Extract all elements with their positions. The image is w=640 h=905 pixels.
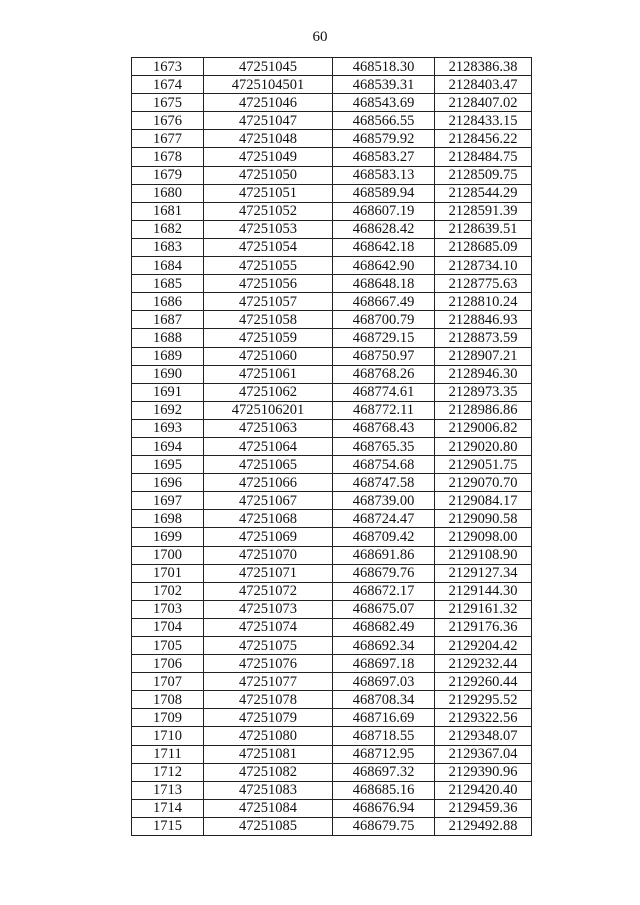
point-number-cell: 1686 bbox=[132, 293, 204, 311]
point-number-cell: 1692 bbox=[132, 401, 204, 419]
x-coordinate-cell: 468672.17 bbox=[333, 582, 435, 600]
y-coordinate-cell: 2128873.59 bbox=[435, 329, 532, 347]
point-number-cell: 1679 bbox=[132, 166, 204, 184]
point-id-cell: 47251056 bbox=[204, 275, 333, 293]
x-coordinate-cell: 468747.58 bbox=[333, 474, 435, 492]
point-number-cell: 1715 bbox=[132, 817, 204, 835]
point-id-cell: 47251077 bbox=[204, 673, 333, 691]
y-coordinate-cell: 2128484.75 bbox=[435, 148, 532, 166]
y-coordinate-cell: 2128946.30 bbox=[435, 365, 532, 383]
point-number-cell: 1682 bbox=[132, 220, 204, 238]
y-coordinate-cell: 2129232.44 bbox=[435, 655, 532, 673]
y-coordinate-cell: 2129084.17 bbox=[435, 492, 532, 510]
y-coordinate-cell: 2129020.80 bbox=[435, 437, 532, 455]
table-row bbox=[132, 528, 532, 546]
y-coordinate-cell: 2129295.52 bbox=[435, 691, 532, 709]
point-id-cell: 47251084 bbox=[204, 799, 333, 817]
y-coordinate-cell: 2129098.00 bbox=[435, 528, 532, 546]
point-id-cell: 47251048 bbox=[204, 130, 333, 148]
table-row bbox=[132, 238, 532, 256]
y-coordinate-cell: 2128403.47 bbox=[435, 76, 532, 94]
x-coordinate-cell: 468589.94 bbox=[333, 184, 435, 202]
point-id-cell: 47251067 bbox=[204, 492, 333, 510]
point-number-cell: 1707 bbox=[132, 673, 204, 691]
point-number-cell: 1673 bbox=[132, 58, 204, 76]
table-row bbox=[132, 618, 532, 636]
x-coordinate-cell: 468539.31 bbox=[333, 76, 435, 94]
point-id-cell: 47251072 bbox=[204, 582, 333, 600]
table-row bbox=[132, 437, 532, 455]
point-number-cell: 1703 bbox=[132, 600, 204, 618]
point-number-cell: 1687 bbox=[132, 311, 204, 329]
point-id-cell: 47251055 bbox=[204, 257, 333, 275]
y-coordinate-cell: 2129108.90 bbox=[435, 546, 532, 564]
x-coordinate-cell: 468718.55 bbox=[333, 727, 435, 745]
point-number-cell: 1698 bbox=[132, 510, 204, 528]
point-number-cell: 1701 bbox=[132, 564, 204, 582]
y-coordinate-cell: 2129090.58 bbox=[435, 510, 532, 528]
y-coordinate-cell: 2129051.75 bbox=[435, 456, 532, 474]
table-row bbox=[132, 673, 532, 691]
y-coordinate-cell: 2129492.88 bbox=[435, 817, 532, 835]
point-id-cell: 47251073 bbox=[204, 600, 333, 618]
y-coordinate-cell: 2128775.63 bbox=[435, 275, 532, 293]
point-number-cell: 1676 bbox=[132, 112, 204, 130]
y-coordinate-cell: 2129322.56 bbox=[435, 709, 532, 727]
y-coordinate-cell: 2128456.22 bbox=[435, 130, 532, 148]
x-coordinate-cell: 468768.43 bbox=[333, 419, 435, 437]
point-number-cell: 1695 bbox=[132, 456, 204, 474]
x-coordinate-cell: 468774.61 bbox=[333, 383, 435, 401]
table-row bbox=[132, 564, 532, 582]
y-coordinate-cell: 2129176.36 bbox=[435, 618, 532, 636]
point-id-cell: 47251064 bbox=[204, 437, 333, 455]
point-id-cell: 47251050 bbox=[204, 166, 333, 184]
x-coordinate-cell: 468750.97 bbox=[333, 347, 435, 365]
y-coordinate-cell: 2128407.02 bbox=[435, 94, 532, 112]
y-coordinate-cell: 2128973.35 bbox=[435, 383, 532, 401]
point-id-cell: 47251071 bbox=[204, 564, 333, 582]
x-coordinate-cell: 468754.68 bbox=[333, 456, 435, 474]
x-coordinate-cell: 468518.30 bbox=[333, 58, 435, 76]
table-row bbox=[132, 383, 532, 401]
x-coordinate-cell: 468772.11 bbox=[333, 401, 435, 419]
point-number-cell: 1709 bbox=[132, 709, 204, 727]
point-number-cell: 1706 bbox=[132, 655, 204, 673]
x-coordinate-cell: 468642.90 bbox=[333, 257, 435, 275]
y-coordinate-cell: 2129390.96 bbox=[435, 763, 532, 781]
point-id-cell: 47251080 bbox=[204, 727, 333, 745]
y-coordinate-cell: 2128433.15 bbox=[435, 112, 532, 130]
table-row bbox=[132, 655, 532, 673]
point-id-cell: 47251049 bbox=[204, 148, 333, 166]
point-number-cell: 1688 bbox=[132, 329, 204, 347]
point-number-cell: 1705 bbox=[132, 637, 204, 655]
table-row bbox=[132, 817, 532, 835]
y-coordinate-cell: 2129367.04 bbox=[435, 745, 532, 763]
table-row bbox=[132, 166, 532, 184]
x-coordinate-cell: 468691.86 bbox=[333, 546, 435, 564]
table-row bbox=[132, 347, 532, 365]
x-coordinate-cell: 468709.42 bbox=[333, 528, 435, 546]
table-row bbox=[132, 148, 532, 166]
table-row bbox=[132, 329, 532, 347]
point-number-cell: 1689 bbox=[132, 347, 204, 365]
y-coordinate-cell: 2128685.09 bbox=[435, 238, 532, 256]
table-row bbox=[132, 492, 532, 510]
point-id-cell: 47251062 bbox=[204, 383, 333, 401]
x-coordinate-cell: 468697.03 bbox=[333, 673, 435, 691]
x-coordinate-cell: 468729.15 bbox=[333, 329, 435, 347]
y-coordinate-cell: 2129144.30 bbox=[435, 582, 532, 600]
point-number-cell: 1685 bbox=[132, 275, 204, 293]
x-coordinate-cell: 468667.49 bbox=[333, 293, 435, 311]
point-number-cell: 1697 bbox=[132, 492, 204, 510]
x-coordinate-cell: 468679.76 bbox=[333, 564, 435, 582]
table-row bbox=[132, 220, 532, 238]
point-id-cell: 47251081 bbox=[204, 745, 333, 763]
point-id-cell: 47251066 bbox=[204, 474, 333, 492]
point-number-cell: 1699 bbox=[132, 528, 204, 546]
table-row bbox=[132, 745, 532, 763]
point-id-cell: 47251058 bbox=[204, 311, 333, 329]
table-row bbox=[132, 582, 532, 600]
x-coordinate-cell: 468712.95 bbox=[333, 745, 435, 763]
point-number-cell: 1690 bbox=[132, 365, 204, 383]
point-id-cell: 47251070 bbox=[204, 546, 333, 564]
point-number-cell: 1708 bbox=[132, 691, 204, 709]
x-coordinate-cell: 468768.26 bbox=[333, 365, 435, 383]
point-number-cell: 1693 bbox=[132, 419, 204, 437]
point-id-cell: 47251065 bbox=[204, 456, 333, 474]
table-row bbox=[132, 293, 532, 311]
point-id-cell: 47251052 bbox=[204, 202, 333, 220]
point-id-cell: 47251053 bbox=[204, 220, 333, 238]
point-number-cell: 1694 bbox=[132, 437, 204, 455]
x-coordinate-cell: 468716.69 bbox=[333, 709, 435, 727]
point-id-cell: 47251047 bbox=[204, 112, 333, 130]
point-number-cell: 1714 bbox=[132, 799, 204, 817]
table-row bbox=[132, 510, 532, 528]
point-number-cell: 1713 bbox=[132, 781, 204, 799]
point-number-cell: 1675 bbox=[132, 94, 204, 112]
table-row bbox=[132, 130, 532, 148]
y-coordinate-cell: 2128734.10 bbox=[435, 257, 532, 275]
point-number-cell: 1704 bbox=[132, 618, 204, 636]
point-number-cell: 1683 bbox=[132, 238, 204, 256]
x-coordinate-cell: 468607.19 bbox=[333, 202, 435, 220]
y-coordinate-cell: 2128810.24 bbox=[435, 293, 532, 311]
x-coordinate-cell: 468682.49 bbox=[333, 618, 435, 636]
point-id-cell: 47251083 bbox=[204, 781, 333, 799]
y-coordinate-cell: 2128907.21 bbox=[435, 347, 532, 365]
point-id-cell: 4725104501 bbox=[204, 76, 333, 94]
point-id-cell: 47251045 bbox=[204, 58, 333, 76]
y-coordinate-cell: 2128591.39 bbox=[435, 202, 532, 220]
point-number-cell: 1712 bbox=[132, 763, 204, 781]
point-id-cell: 47251069 bbox=[204, 528, 333, 546]
x-coordinate-cell: 468566.55 bbox=[333, 112, 435, 130]
y-coordinate-cell: 2128509.75 bbox=[435, 166, 532, 184]
table-row bbox=[132, 58, 532, 76]
x-coordinate-cell: 468676.94 bbox=[333, 799, 435, 817]
table-row bbox=[132, 637, 532, 655]
point-number-cell: 1684 bbox=[132, 257, 204, 275]
table-row bbox=[132, 474, 532, 492]
x-coordinate-cell: 468648.18 bbox=[333, 275, 435, 293]
table-row bbox=[132, 691, 532, 709]
table-row bbox=[132, 419, 532, 437]
point-id-cell: 47251078 bbox=[204, 691, 333, 709]
point-id-cell: 47251063 bbox=[204, 419, 333, 437]
table-row bbox=[132, 257, 532, 275]
point-number-cell: 1711 bbox=[132, 745, 204, 763]
point-id-cell: 47251051 bbox=[204, 184, 333, 202]
table-row bbox=[132, 275, 532, 293]
y-coordinate-cell: 2129459.36 bbox=[435, 799, 532, 817]
table-row bbox=[132, 365, 532, 383]
point-number-cell: 1674 bbox=[132, 76, 204, 94]
y-coordinate-cell: 2128639.51 bbox=[435, 220, 532, 238]
x-coordinate-cell: 468679.75 bbox=[333, 817, 435, 835]
table-row bbox=[132, 112, 532, 130]
table-body bbox=[132, 58, 532, 836]
x-coordinate-cell: 468675.07 bbox=[333, 600, 435, 618]
point-id-cell: 47251057 bbox=[204, 293, 333, 311]
point-number-cell: 1691 bbox=[132, 383, 204, 401]
y-coordinate-cell: 2129204.42 bbox=[435, 637, 532, 655]
point-id-cell: 47251082 bbox=[204, 763, 333, 781]
point-number-cell: 1702 bbox=[132, 582, 204, 600]
x-coordinate-cell: 468739.00 bbox=[333, 492, 435, 510]
point-id-cell: 47251085 bbox=[204, 817, 333, 835]
y-coordinate-cell: 2129127.34 bbox=[435, 564, 532, 582]
y-coordinate-cell: 2128986.86 bbox=[435, 401, 532, 419]
x-coordinate-cell: 468708.34 bbox=[333, 691, 435, 709]
x-coordinate-cell: 468697.18 bbox=[333, 655, 435, 673]
point-id-cell: 47251079 bbox=[204, 709, 333, 727]
table-row bbox=[132, 184, 532, 202]
point-id-cell: 4725106201 bbox=[204, 401, 333, 419]
x-coordinate-cell: 468724.47 bbox=[333, 510, 435, 528]
x-coordinate-cell: 468765.35 bbox=[333, 437, 435, 455]
x-coordinate-cell: 468697.32 bbox=[333, 763, 435, 781]
y-coordinate-cell: 2129070.70 bbox=[435, 474, 532, 492]
table-row bbox=[132, 709, 532, 727]
y-coordinate-cell: 2129260.44 bbox=[435, 673, 532, 691]
table-row bbox=[132, 799, 532, 817]
table-row bbox=[132, 763, 532, 781]
x-coordinate-cell: 468579.92 bbox=[333, 130, 435, 148]
table-row bbox=[132, 401, 532, 419]
point-number-cell: 1700 bbox=[132, 546, 204, 564]
point-id-cell: 47251075 bbox=[204, 637, 333, 655]
table-row bbox=[132, 781, 532, 799]
point-id-cell: 47251046 bbox=[204, 94, 333, 112]
point-id-cell: 47251076 bbox=[204, 655, 333, 673]
y-coordinate-cell: 2129420.40 bbox=[435, 781, 532, 799]
point-id-cell: 47251054 bbox=[204, 238, 333, 256]
table-row bbox=[132, 456, 532, 474]
x-coordinate-cell: 468628.42 bbox=[333, 220, 435, 238]
y-coordinate-cell: 2128386.38 bbox=[435, 58, 532, 76]
y-coordinate-cell: 2128544.29 bbox=[435, 184, 532, 202]
x-coordinate-cell: 468583.27 bbox=[333, 148, 435, 166]
point-number-cell: 1678 bbox=[132, 148, 204, 166]
table-row bbox=[132, 311, 532, 329]
page-number: 60 bbox=[312, 29, 328, 45]
y-coordinate-cell: 2129348.07 bbox=[435, 727, 532, 745]
point-number-cell: 1710 bbox=[132, 727, 204, 745]
y-coordinate-cell: 2129006.82 bbox=[435, 419, 532, 437]
point-id-cell: 47251061 bbox=[204, 365, 333, 383]
x-coordinate-cell: 468543.69 bbox=[333, 94, 435, 112]
table-row bbox=[132, 76, 532, 94]
point-number-cell: 1681 bbox=[132, 202, 204, 220]
y-coordinate-cell: 2128846.93 bbox=[435, 311, 532, 329]
y-coordinate-cell: 2129161.32 bbox=[435, 600, 532, 618]
point-number-cell: 1696 bbox=[132, 474, 204, 492]
x-coordinate-cell: 468700.79 bbox=[333, 311, 435, 329]
x-coordinate-cell: 468583.13 bbox=[333, 166, 435, 184]
point-id-cell: 47251068 bbox=[204, 510, 333, 528]
table-row bbox=[132, 600, 532, 618]
table-row bbox=[132, 727, 532, 745]
x-coordinate-cell: 468685.16 bbox=[333, 781, 435, 799]
table-row bbox=[132, 202, 532, 220]
x-coordinate-cell: 468692.34 bbox=[333, 637, 435, 655]
point-number-cell: 1677 bbox=[132, 130, 204, 148]
table-row bbox=[132, 546, 532, 564]
point-id-cell: 47251060 bbox=[204, 347, 333, 365]
table-row bbox=[132, 94, 532, 112]
point-number-cell: 1680 bbox=[132, 184, 204, 202]
point-id-cell: 47251059 bbox=[204, 329, 333, 347]
x-coordinate-cell: 468642.18 bbox=[333, 238, 435, 256]
point-id-cell: 47251074 bbox=[204, 618, 333, 636]
coordinates-table bbox=[131, 57, 532, 836]
